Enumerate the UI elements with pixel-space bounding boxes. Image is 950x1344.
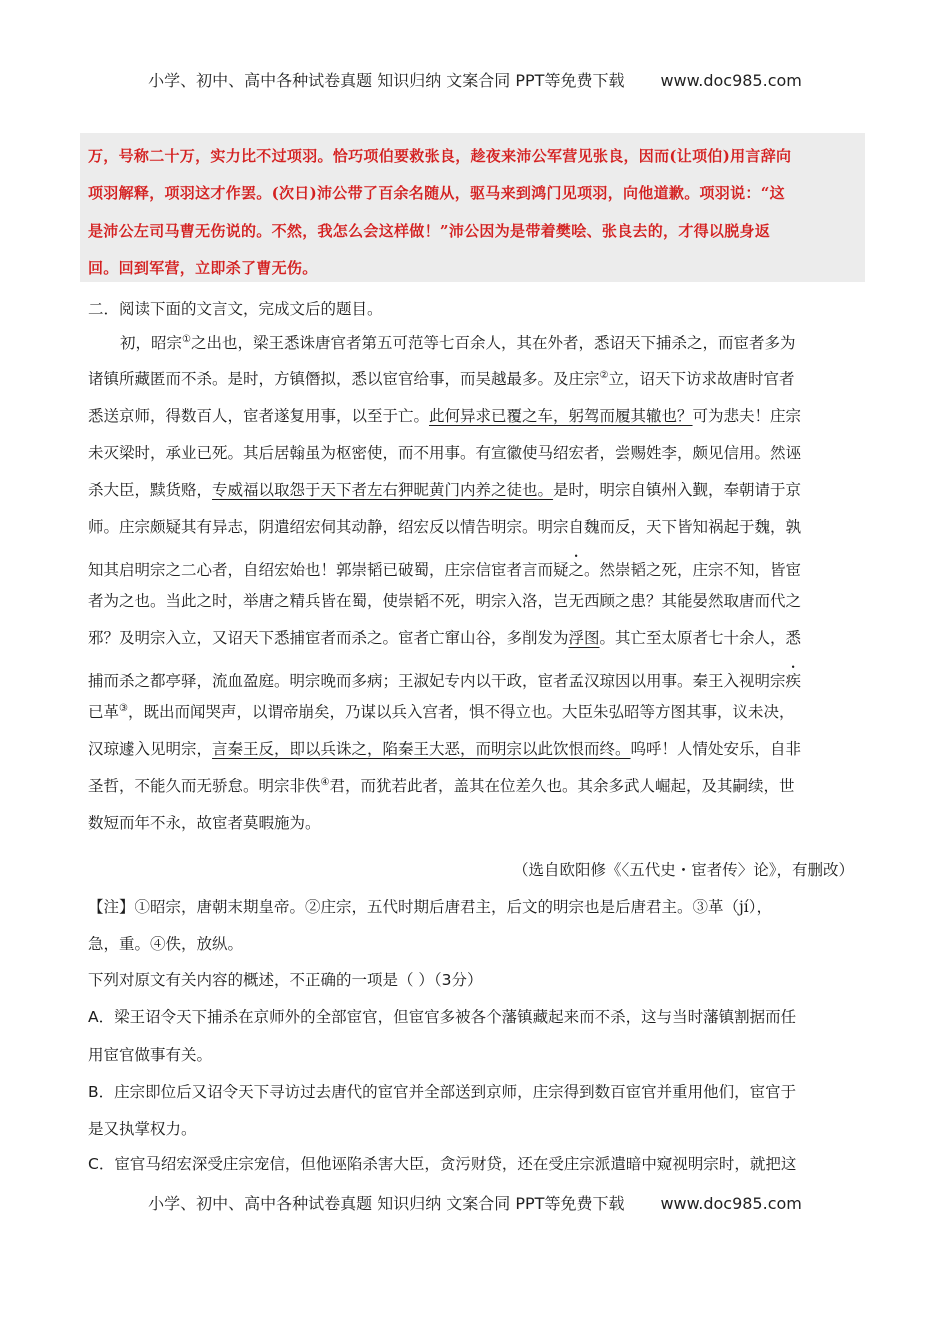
passage-line: 师。庄宗颇疑其有异志，阴遣绍宏伺其动静，绍宏反以情告明宗。明宗自魏而反，天下皆知祸起于魏，孰 (88, 518, 802, 536)
passage-line: 杀大臣，黩货赂，专威福以取怨于天下者左右狎昵黄门内养之徒也。是时，明宗自镇州入觐，奉朝请于京 (88, 481, 802, 499)
header-text: 小学、初中、高中各种试卷真题 知识归纳 文案合同 PPT等免费下载 (148, 71, 625, 90)
underlined-sentence: 言秦王反，即以兵诛之，陷秦王大恶，而明宗以此饮恨而终。 (212, 740, 631, 758)
passage-line: 者为之也。当此之时，举唐之精兵皆在蜀，使崇韬不死，明宗入洛，岂无西顾之患？其能晏然取唐而代之 (88, 592, 802, 610)
passage-line: 悉送京师，得数百人，宦者遂复用事，以至于亡。此何异求已覆之车，躬驾而履其辙也？可为悲夫！庄宗 (88, 407, 802, 425)
annotation-line: 【注】①昭宗，唐朝末期皇帝。②庄宗，五代时期后唐君主，后文的明宗也是后唐君主。③革（jí）， (88, 898, 773, 916)
passage-line: 圣哲，不能久而无骄怠。明宗非佚④君，而犹若此者，盖其在位差久也。其余多武人崛起，及其嗣续，世 (88, 776, 795, 795)
footnote-ref: ① (182, 333, 191, 345)
passage-line: 知其启明宗之二心者，自绍宏始也！郭崇韬已破蜀，庄宗信宦者言而疑之。然崇韬之死，庄宗不知，皆宦 (88, 561, 802, 579)
footnote-ref: ② (599, 369, 609, 381)
option-a: A．梁王诏令天下捕杀在京师外的全部宦官，但宦官多被各个藩镇藏起来而不杀，这与当时藩镇割据而任 (88, 1008, 797, 1026)
translation-line-4: 回。回到军营，立即杀了曹无伤。 (88, 259, 318, 277)
annotation-line: 急，重。④佚，放纵。 (88, 935, 244, 953)
dotted-word: 之 (568, 561, 585, 579)
option-b: B．庄宗即位后又诏令天下寻访过去唐代的宦官并全部送到京师，庄宗得到数百宦官并重用他们，宦官于 (88, 1083, 797, 1101)
footer-text: 小学、初中、高中各种试卷真题 知识归纳 文案合同 PPT等免费下载 (148, 1194, 625, 1213)
source-citation: （选自欧阳修《〈五代史・宦者传〉论》，有删改） (512, 861, 854, 879)
underlined-sentence: 此何异求已覆之车，躬驾而履其辙也？ (429, 407, 693, 425)
section-title: 二．阅读下面的文言文，完成文后的题目。 (88, 300, 383, 318)
passage-line: 汉琼遽入见明宗，言秦王反，即以兵诛之，陷秦王大恶，而明宗以此饮恨而终。呜呼！人情处安乐，自非 (88, 740, 802, 758)
footnote-ref: ④ (320, 776, 330, 788)
passage-line: 初，昭宗①之出也，梁王悉诛唐官者第五可范等七百余人，其在外者，悉诏天下捕杀之，而宦者多为 (120, 333, 796, 352)
option-c: C．宦官马绍宏深受庄宗宠信，但他诬陷杀害大臣，贪污财贷，还在受庄宗派遣暗中窥视明宗时，就把这 (88, 1155, 797, 1173)
underlined-sentence: 专威福以取怨于天下者左右狎昵黄门内养之徒也。 (212, 481, 554, 499)
passage-line: 诸镇所藏匿而不杀。是时，方镇僭拟，悉以宦官给事，而吴越最多。及庄宗②立，诏天下访求故唐时官者 (88, 369, 795, 388)
translation-line-3: 是沛公左司马曹无伤说的。不然，我怎么会这样做！”沛公因为是带着樊哙、张良去的，才得以脱身返 (88, 222, 771, 240)
question-stem: 下列对原文有关内容的概述，不正确的一项是（ ）（3分） (88, 971, 483, 989)
header-url[interactable]: www.doc985.com (660, 71, 802, 90)
page-footer (0, 1191, 950, 1214)
footnote-ref: ③ (119, 702, 128, 714)
passage-line: 数短而年不永，故宦者莫暇施为。 (88, 814, 321, 832)
page-header (0, 68, 950, 91)
option-b-cont: 是又执掌权力。 (88, 1120, 197, 1138)
passage-line: 已革③，既出而闻哭声，以谓帝崩矣，乃谋以兵入宫者，惧不得立也。大臣朱弘昭等方图其事，议未决， (88, 702, 795, 721)
translation-line-2: 项羽解释，项羽这才作罢。(次日)沛公带了百余名随从，驱马来到鸿门见项羽，向他道歉。项羽说：“这 (88, 184, 785, 202)
footer-url[interactable]: www.doc985.com (660, 1194, 802, 1213)
passage-line: 未灭梁时，承业已死。其后居翰虽为枢密使，而不用事。有宣徽使马绍宏者，尝赐姓李，颇见信用。然诬 (88, 444, 802, 462)
translation-line-1: 万，号称二十万，实力比不过项羽。恰巧项伯要救张良，趁夜来沛公军营见张良，因而(让项伯)用言辞向 (88, 147, 792, 165)
option-a-cont: 用宦官做事有关。 (88, 1046, 213, 1064)
dotted-word: 疾 (785, 672, 802, 690)
passage-line: 捕而杀之都亭驿，流血盈庭。明宗晚而多病；王淑妃专内以干政，宦者孟汉琼因以用事。秦王入视明宗疾 (88, 672, 802, 690)
underlined-word: 浮图 (568, 629, 600, 647)
passage-line: 邪？及明宗入立，又诏天下悉捕宦者而杀之。宦者亡窜山谷，多削发为浮图。其亡至太原者七十余人，悉 (88, 629, 802, 647)
